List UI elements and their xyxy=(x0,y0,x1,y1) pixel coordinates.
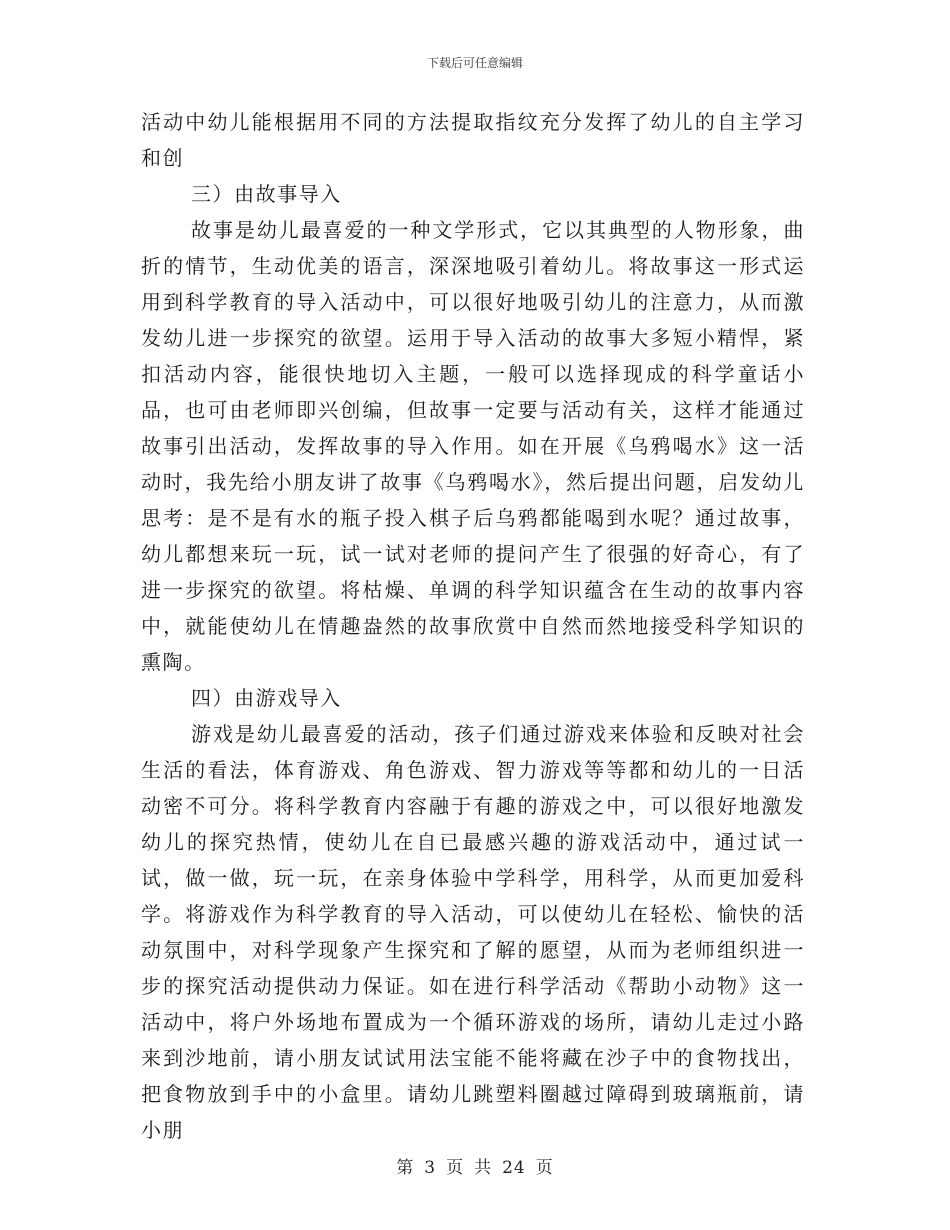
paragraph-continuation: 活动中幼儿能根据用不同的方法提取指纹充分发挥了幼儿的自主学习和创 xyxy=(141,110,805,170)
page-footer xyxy=(0,1153,950,1178)
document-body xyxy=(141,104,805,1148)
section-heading-story: 三）由故事导入 xyxy=(191,182,342,206)
footer-suffix: 页 xyxy=(535,1158,554,1178)
page-header-note: 下载后可任意编辑 xyxy=(426,56,523,70)
footer-page-word: 页 xyxy=(446,1158,465,1178)
footer-total-label: 共 xyxy=(474,1158,493,1178)
footer-total-pages: 24 xyxy=(502,1158,526,1178)
paragraph-game-intro: 游戏是幼儿最喜爱的活动，孩子们通过游戏来体验和反映对社会生活的看法，体育游戏、角色游戏、智力游戏等等都和幼儿的一日活动密不可分。将科学教育内容融于有趣的游戏之中，可以很好地激发幼儿的探究热情，使幼儿在自已最感兴趣的游戏活动中，通过试一试，做一做，玩一玩，在亲身体验中学科学，用科学，从而更加爱科学。将游戏作为科学教育的导入活动，可以使幼儿在轻松、愉快的活动氛围中，对科学现象产生探究和了解的愿望，从而为老师组织进一步的探究活动提供动力保证。如在进行科学活动《帮助小动物》这一活动中，将户外场地布置成为一个循环游戏的场所，请幼儿走过小路来到沙地前，请小朋友试试用法宝能不能将藏在沙子中的食物找出，把食物放到手中的小盒里。请幼儿跳塑料圈越过障碍到玻璃瓶前，请小朋 xyxy=(141,722,805,1142)
section-heading-game: 四）由游戏导入 xyxy=(191,686,342,710)
footer-current-page: 3 xyxy=(424,1158,437,1178)
paragraph-story-intro: 故事是幼儿最喜爱的一种文学形式，它以其典型的人物形象，曲折的情节，生动优美的语言，深深地吸引着幼儿。将故事这一形式运用到科学教育的导入活动中，可以很好地吸引幼儿的注意力，从而激发幼儿进一步探究的欲望。运用于导入活动的故事大多短小精悍，紧扣活动内容，能很快地切入主题，一般可以选择现成的科学童话小品，也可由老师即兴创编，但故事一定要与活动有关，这样才能通过故事引出活动，发挥故事的导入作用。如在开展《乌鸦喝水》这一活动时，我先给小朋友讲了故事《乌鸦喝水》，然后提出问题，启发幼儿思考：是不是有水的瓶子投入棋子后乌鸦都能喝到水呢？通过故事，幼儿都想来玩一玩，试一试对老师的提问产生了很强的好奇心，有了进一步探究的欲望。将枯燥、单调的科学知识蕴含在生动的故事内容中，就能使幼儿在情趣盎然的故事欣赏中自然而然地接受科学知识的熏陶。 xyxy=(141,218,805,674)
footer-prefix: 第 xyxy=(396,1158,415,1178)
